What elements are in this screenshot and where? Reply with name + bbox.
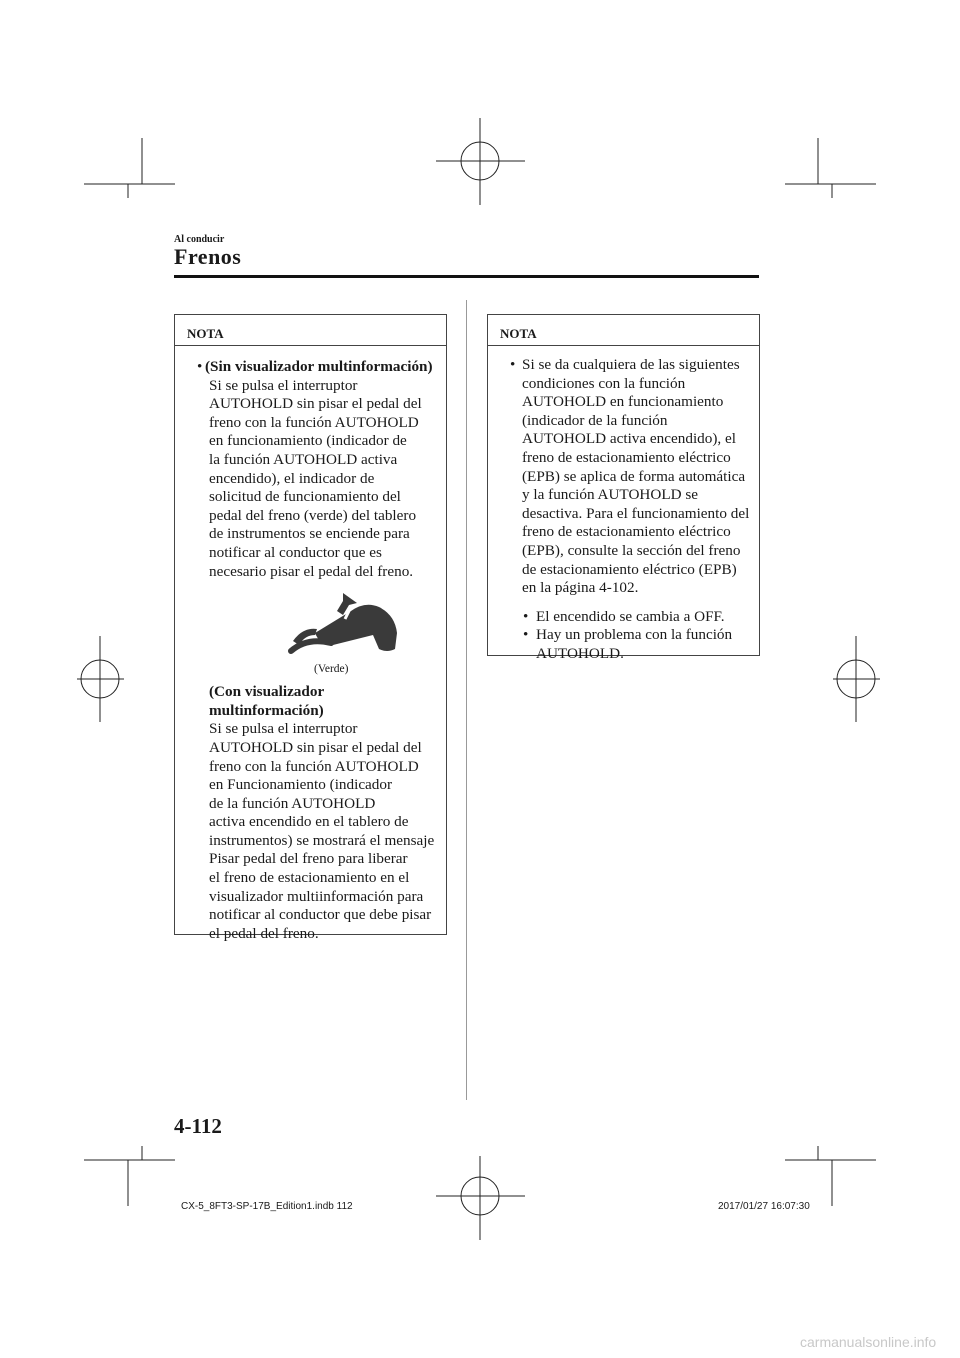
item-paragraph bbox=[209, 377, 438, 582]
sub-item-text bbox=[536, 626, 751, 663]
text-line: desactiva. Para el funcionamiento del bbox=[522, 504, 750, 522]
print-timestamp: 2017/01/27 16:07:30 bbox=[718, 1201, 810, 1212]
text-line: encendido), el indicador de bbox=[209, 469, 375, 487]
text-line: freno con la función AUTOHOLD bbox=[209, 413, 419, 431]
text-line: AUTOHOLD sin pisar el pedal del bbox=[209, 738, 422, 756]
text-line: la función AUTOHOLD activa bbox=[209, 450, 398, 468]
text-line: instrumentos) se mostrará el mensaje bbox=[209, 831, 435, 849]
print-file-info: CX-5_8FT3-SP-17B_Edition1.indb 112 bbox=[181, 1201, 353, 1212]
text-line: (Con visualizador bbox=[209, 683, 325, 701]
item-title: (Sin visualizador multinformación) bbox=[205, 358, 433, 375]
text-line: freno de estacionamiento eléctrico bbox=[522, 448, 731, 466]
text-line: freno de estacionamiento eléctrico bbox=[522, 523, 731, 541]
text-line: Si se da cualquiera de las siguientes bbox=[522, 356, 740, 373]
note-item-no-display bbox=[183, 358, 438, 943]
note-box-left bbox=[174, 314, 447, 942]
text-line: (indicador de la función bbox=[522, 411, 668, 429]
text-line: pedal del freno (verde) del tablero bbox=[209, 506, 417, 524]
text-line: visualizador multiinformación para bbox=[209, 887, 424, 905]
watermark: carmanualsonline.info bbox=[800, 1334, 937, 1350]
figure-caption: (Verde) bbox=[314, 663, 349, 676]
text-line: en funcionamiento (indicador de bbox=[209, 432, 407, 450]
text-line: el pedal del freno. bbox=[209, 924, 319, 942]
note-heading: NOTA bbox=[500, 326, 537, 341]
text-line: freno con la función AUTOHOLD bbox=[209, 757, 419, 775]
text-line: El encendido se cambia a OFF. bbox=[536, 607, 725, 625]
bullet-marker: • bbox=[197, 358, 203, 375]
bullet-marker: • bbox=[523, 626, 529, 644]
text-line: el freno de estacionamiento en el bbox=[209, 869, 410, 887]
note-box-right bbox=[487, 314, 760, 662]
item-paragraph bbox=[522, 356, 751, 598]
page-number: 4-112 bbox=[174, 1114, 222, 1138]
column-divider bbox=[466, 300, 467, 1100]
title-rule bbox=[174, 275, 759, 278]
sub-item bbox=[496, 608, 751, 627]
text-line: (EPB) se aplica de forma automática bbox=[522, 467, 746, 485]
bullet-marker: • bbox=[510, 356, 516, 373]
text-line: en la página 4-102. bbox=[522, 579, 639, 597]
note-item bbox=[496, 356, 751, 598]
text-line: Si se pulsa el interruptor bbox=[209, 720, 358, 738]
bullet-marker: • bbox=[523, 607, 529, 625]
text-line: y la función AUTOHOLD se bbox=[522, 486, 699, 504]
page-title: Frenos bbox=[174, 244, 242, 269]
brake-pedal-foot-icon bbox=[287, 593, 399, 661]
text-line: AUTOHOLD. bbox=[536, 644, 624, 662]
text-line: condiciones con la función bbox=[522, 374, 686, 392]
text-line: de la función AUTOHOLD bbox=[209, 794, 376, 812]
text-line: Pisar pedal del freno para liberar bbox=[209, 850, 408, 868]
text-line: AUTOHOLD sin pisar el pedal del bbox=[209, 395, 422, 413]
text-line: multinformación) bbox=[209, 701, 324, 719]
sub-item bbox=[496, 626, 751, 663]
text-line: Si se pulsa el interruptor bbox=[209, 376, 358, 394]
text-line: necesario pisar el pedal del freno. bbox=[209, 562, 414, 580]
text-line: activa encendido en el tablero de bbox=[209, 813, 409, 831]
item-paragraph bbox=[209, 720, 438, 943]
sub-item-text bbox=[536, 608, 751, 627]
text-line: de estacionamiento eléctrico (EPB) bbox=[522, 560, 737, 578]
text-line: notificar al conductor que es bbox=[209, 543, 382, 561]
text-line: en Funcionamiento (indicador bbox=[209, 776, 393, 794]
text-line: AUTOHOLD activa encendido), el bbox=[522, 430, 736, 448]
text-line: notificar al conductor que debe pisar bbox=[209, 906, 432, 924]
text-line: (EPB), consulte la sección del freno bbox=[522, 541, 741, 559]
section-label: Al conducir bbox=[174, 234, 225, 245]
text-line: AUTOHOLD en funcionamiento bbox=[522, 393, 724, 411]
text-line: Hay un problema con la función bbox=[536, 626, 733, 644]
item-title bbox=[209, 683, 438, 720]
text-line: solicitud de funcionamiento del bbox=[209, 488, 401, 506]
brake-pedal-figure bbox=[209, 581, 438, 681]
text-line: de instrumentos se enciende para bbox=[209, 525, 410, 543]
note-heading: NOTA bbox=[187, 326, 224, 341]
